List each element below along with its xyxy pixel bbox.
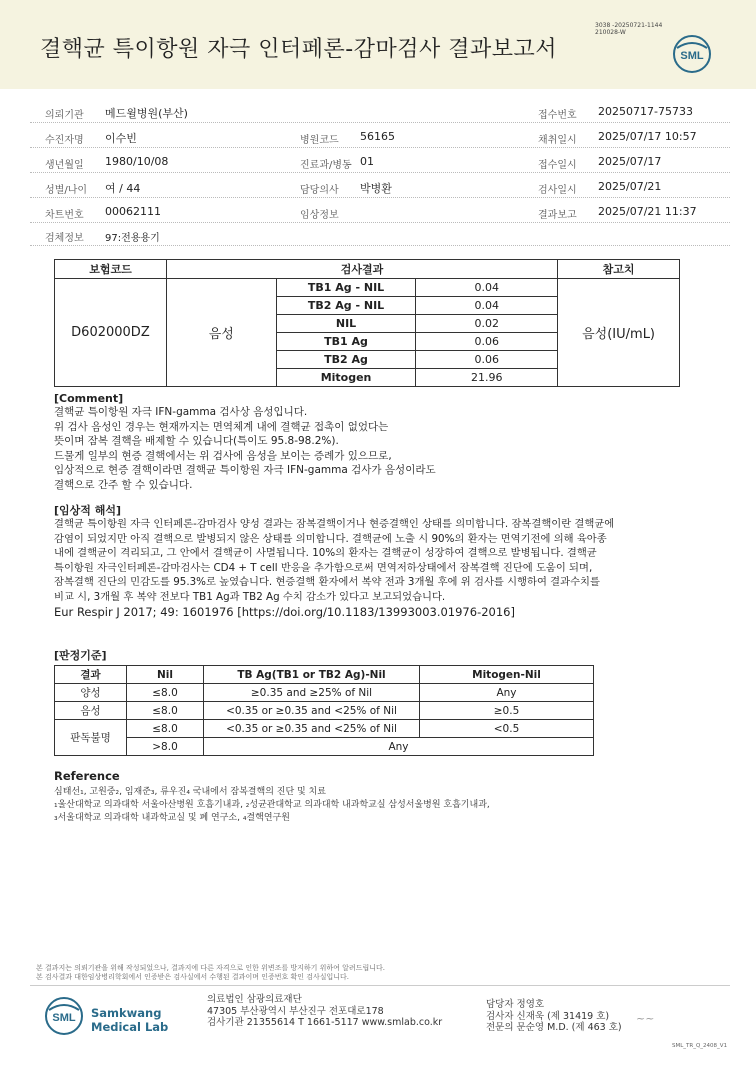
criteria-header-nil: Nil [127, 666, 204, 684]
criteria-header-mitogen: Mitogen-Nil [420, 666, 594, 684]
criteria-indeterminate-nil-2: >8.0 [127, 738, 204, 756]
document-code-line-1: 3038 -20250721-1144 [595, 22, 663, 29]
overall-result: 음성 [166, 279, 276, 387]
info-row-3 [30, 149, 730, 173]
staff-technician: 검사자 신재욱 (제 31419 호) [486, 1010, 610, 1022]
footer-contact: 검사기관 21355614 T 1661-5117 www.smlab.co.kr [207, 1017, 443, 1028]
footer-logo-text: SML [52, 1012, 76, 1024]
result-value-tb1-nil: 0.04 [416, 279, 558, 297]
label-receipt-date: 접수일시 [538, 160, 577, 171]
department: 01 [360, 155, 374, 168]
sex-age: 여 / 44 [105, 182, 141, 195]
comment-title: [Comment] [54, 392, 124, 405]
criteria-negative-label: 음성 [55, 702, 127, 720]
label-sex-age: 성별/나이 [45, 185, 88, 196]
criteria-indeterminate-label: 판독불명 [55, 720, 127, 756]
comment-text [54, 405, 436, 493]
criteria-positive-mitogen: Any [420, 684, 594, 702]
footer-divider [30, 985, 730, 986]
requesting-institution: 메드윌병원(부산) [105, 107, 188, 120]
header-test-result: 검사결과 [166, 260, 557, 279]
criteria-indeterminate-any: Any [204, 738, 594, 756]
footer-staff [486, 999, 622, 1034]
footer-brand-line-2: Medical Lab [91, 1020, 169, 1034]
result-label-tb2-nil: TB2 Ag - NIL [276, 297, 416, 315]
info-row-4 [30, 174, 730, 198]
criteria-title: [판정기준] [54, 649, 107, 662]
label-birth-date: 생년월일 [45, 160, 84, 171]
reference-line: ₃서울대학교 의과대학 내과학교실 및 폐 연구소, ₄결핵연구원 [54, 813, 290, 823]
info-row-2 [30, 124, 730, 148]
document-code-line-2: 210028-W [595, 29, 626, 36]
result-value-tb2-nil: 0.04 [416, 297, 558, 315]
label-patient-name: 수진자명 [45, 135, 84, 146]
criteria-negative-mitogen: ≥0.5 [420, 702, 594, 720]
clinical-citation: Eur Respir J 2017; 49: 1601976 [https://doi.org/10.1183/13993003.01976-2016] [54, 604, 515, 619]
label-chart-number: 차트번호 [45, 210, 84, 221]
header-insurance-code: 보험코드 [55, 260, 167, 279]
criteria-header-result: 결과 [55, 666, 127, 684]
criteria-table [54, 665, 594, 756]
result-label-nil: NIL [276, 315, 416, 333]
label-specimen-info: 검체정보 [45, 233, 84, 244]
comment-line: 임상적으로 현증 결핵이라면 결핵균 특이항원 자극 IFN-gamma 검사가 음성이라도 [54, 464, 436, 477]
footer-address-line: 47305 부산광역시 부산진구 전포대로178 [207, 1005, 384, 1017]
criteria-positive-tb: ≥0.35 and ≥25% of Nil [204, 684, 420, 702]
notice-line: 본 검사결과 대한임상병리학회에서 인증받은 검사실에서 수행된 결과이며 인증번호 확인 검사실입니다. [36, 973, 350, 981]
label-receipt-number: 접수번호 [538, 110, 577, 121]
result-value-tb2: 0.06 [416, 351, 558, 369]
clinical-line: 감염이 되었지만 아직 결핵으로 발병되지 않은 상태를 의미합니다. 결핵균에 노출 시 90%의 환자는 면역기전에 의해 육아종 [54, 532, 607, 545]
document-code [595, 22, 662, 36]
attending-doctor: 박병환 [360, 182, 392, 195]
hospital-code: 56165 [360, 130, 395, 143]
staff-manager: 담당자 정영호 [486, 999, 545, 1010]
patient-name: 이수빈 [105, 132, 137, 145]
label-report-time: 결과보고 [538, 210, 577, 221]
notice-line: 본 결과지는 의뢰기관을 위해 작성되었으나, 결과지에 다른 자격으로 인한 위변조를 방지하기 위하여 알려드립니다. [36, 964, 385, 972]
info-row-6 [30, 222, 730, 246]
staff-doctor: 전문의 문순영 M.D. (제 463 호) [486, 1022, 622, 1033]
result-value-mitogen: 21.96 [416, 369, 558, 387]
test-date: 2025/07/21 [598, 180, 662, 193]
birth-date: 1980/10/08 [105, 155, 169, 168]
criteria-indeterminate-mitogen-1: <0.5 [420, 720, 594, 738]
result-table [54, 259, 680, 387]
insurance-code: D602000DZ [55, 279, 167, 387]
comment-line: 드물게 일부의 현증 결핵에서는 위 검사에 음성을 보이는 증례가 있으므로, [54, 449, 392, 462]
info-row-1 [30, 99, 730, 123]
result-label-tb1-nil: TB1 Ag - NIL [276, 279, 416, 297]
label-attending-doctor: 담당의사 [300, 185, 339, 196]
footer-brand-line-1: Samkwang [91, 1006, 162, 1020]
label-test-date: 검사일시 [538, 185, 577, 196]
criteria-header-tb: TB Ag(TB1 or TB2 Ag)-Nil [204, 666, 420, 684]
info-row-5 [30, 199, 730, 223]
reference-title: Reference [54, 769, 120, 783]
clinical-line: 특이항원 자극인터페론-감마검사는 CD4 + T cell 반응을 추가함으로써 면역저하상태에서 잠복결핵 진단에 도움이 되며, [54, 561, 593, 574]
form-code: SML_TR_Q_2408_V1 [672, 1043, 728, 1049]
comment-line: 뜻이며 잠복 결핵을 배제할 수 있습니다(특이도 95.8-98.2%). [54, 435, 339, 448]
criteria-positive-label: 양성 [55, 684, 127, 702]
report-time: 2025/07/21 11:37 [598, 205, 697, 218]
clinical-line: 잠복결핵 진단의 민감도를 95.3%로 높였습니다. 현증결핵 환자에서 복약 전과 3개월 후에 위 검사를 시행하여 결과수치를 [54, 576, 600, 589]
receipt-date: 2025/07/17 [598, 155, 662, 168]
clinical-line: 비교 시, 3개월 후 복약 전보다 TB1 Ag과 TB2 Ag 수치 감소가 있다고 보고되었습니다. [54, 590, 446, 603]
chart-number: 00062111 [105, 205, 161, 218]
report-title: 결핵균 특이항원 자극 인터페론-감마검사 결과보고서 [40, 37, 557, 62]
footer-address [207, 994, 442, 1029]
comment-line: 위 검사 음성인 경우는 현재까지는 면역체계 내에 결핵균 접촉이 없었다는 [54, 420, 389, 433]
footer-brand [91, 1006, 168, 1034]
label-hospital-code: 병원코드 [300, 135, 339, 146]
comment-line: 결핵으로 간주 할 수 있습니다. [54, 478, 193, 491]
result-value-nil: 0.02 [416, 315, 558, 333]
label-department: 진료과/병동 [300, 160, 352, 171]
reference-range: 음성(IU/mL) [558, 279, 680, 387]
comment-line: 결핵균 특이항원 자극 IFN-gamma 검사상 음성입니다. [54, 406, 308, 418]
result-label-tb2: TB2 Ag [276, 351, 416, 369]
clinical-line: 내에 결핵균이 격리되고, 그 안에서 결핵균이 사멸됩니다. 10%의 환자는 결핵균이 성장하여 결핵으로 발병됩니다. 결핵균 [54, 547, 597, 560]
criteria-indeterminate-tb-1: <0.35 or ≥0.35 and <25% of Nil [204, 720, 420, 738]
clinical-text [54, 517, 614, 619]
criteria-positive-nil: ≤8.0 [127, 684, 204, 702]
sml-logo-text: SML [680, 50, 704, 62]
result-label-tb1: TB1 Ag [276, 333, 416, 351]
label-clinical-info: 임상정보 [300, 210, 339, 221]
result-label-mitogen: Mitogen [276, 369, 416, 387]
label-collection-time: 채취일시 [538, 135, 577, 146]
header-reference-range: 참고치 [558, 260, 680, 279]
receipt-number: 20250717-75733 [598, 105, 693, 118]
reference-line: 심태선₁, 고원중₂, 임재준₃, 류우진₄ 국내에서 잠복결핵의 진단 및 치료 [54, 787, 326, 797]
clinical-line: 결핵균 특이항원 자극 인터페론-감마검사 양성 결과는 잠복결핵이거나 현증결핵인 상태를 의미합니다. 잠복결핵이란 결핵균에 [54, 518, 615, 530]
footer-sml-logo-icon [44, 996, 84, 1036]
specimen-info: 97:전용용기 [105, 233, 160, 244]
criteria-indeterminate-nil-1: ≤8.0 [127, 720, 204, 738]
criteria-negative-nil: ≤8.0 [127, 702, 204, 720]
criteria-negative-tb: <0.35 or ≥0.35 and <25% of Nil [204, 702, 420, 720]
footer-org-name: 의료법인 삼광의료재단 [207, 994, 302, 1005]
reference-line: ₁울산대학교 의과대학 서울아산병원 호흡기내과, ₂성균관대학교 의과대학 내과학교실 삼성서울병원 호흡기내과, [54, 800, 490, 810]
result-value-tb1: 0.06 [416, 333, 558, 351]
doctor-signature: ~~ [636, 1012, 655, 1025]
collection-time: 2025/07/17 10:57 [598, 130, 697, 143]
sml-logo-icon [672, 34, 712, 74]
label-requesting-institution: 의뢰기관 [45, 110, 84, 121]
clinical-title: [임상적 해석] [54, 504, 122, 517]
